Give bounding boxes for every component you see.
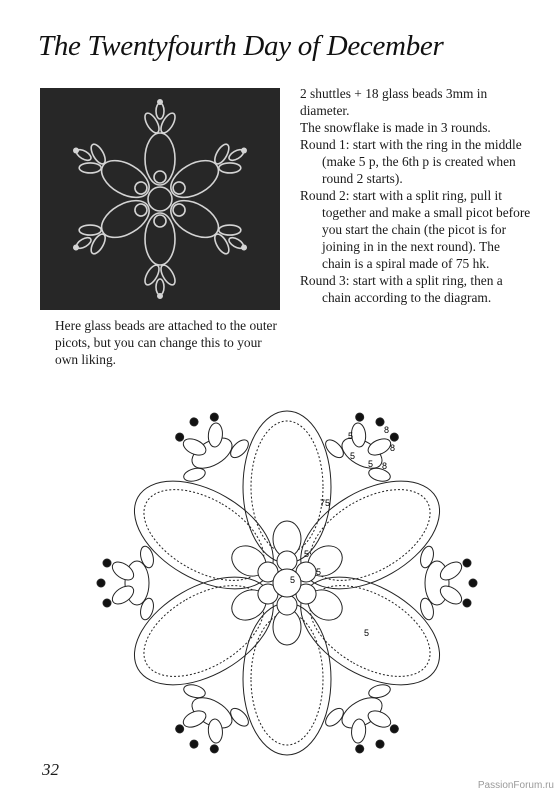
round-3-text: Round 3: start with a split ring, then a chain according to the diagram. [300, 273, 503, 305]
diagram-label-75: 75 [320, 498, 331, 508]
instructions [300, 85, 532, 306]
materials-text: 2 shuttles + 18 glass beads 3mm in diameter. [300, 86, 488, 118]
diagram-label-5: 5 [304, 549, 310, 559]
tatting-diagram-icon [92, 393, 482, 773]
pattern-diagram [92, 393, 482, 773]
tatted-snowflake-icon [40, 88, 280, 310]
photo-caption: Here glass beads are attached to the outer picots, but you can change this to your own liking. [55, 318, 277, 367]
diagram-label-5: 5 [364, 628, 370, 638]
snowflake-photo [40, 88, 280, 310]
diagram-label-5: 5 [350, 451, 356, 461]
diagram-label-5: 5 [348, 431, 354, 441]
diagram-label-8: 8 [382, 461, 388, 471]
rounds-intro-text: The snowflake is made in 3 rounds. [300, 120, 491, 135]
round-2-text: Round 2: start with a split ring, pull it together and make a small picot before you start the chain (the picot is for joining in in the next round). The chain is a spiral made of 75 hk. [300, 188, 531, 271]
diagram-label-5: 5 [316, 567, 322, 577]
page-title: The Twentyfourth Day of December [38, 30, 444, 62]
round-1-text: Round 1: start with the ring in the middle (make 5 p, the 6th p is created when round 2 starts). [300, 137, 522, 186]
diagram-label-5: 5 [368, 459, 374, 469]
diagram-label-5: 5 [290, 575, 296, 585]
diagram-label-8: 8 [384, 425, 390, 435]
diagram-label-8: 8 [390, 443, 396, 453]
page-number: 32 [42, 760, 59, 779]
watermark: PassionForum.ru [477, 780, 554, 791]
